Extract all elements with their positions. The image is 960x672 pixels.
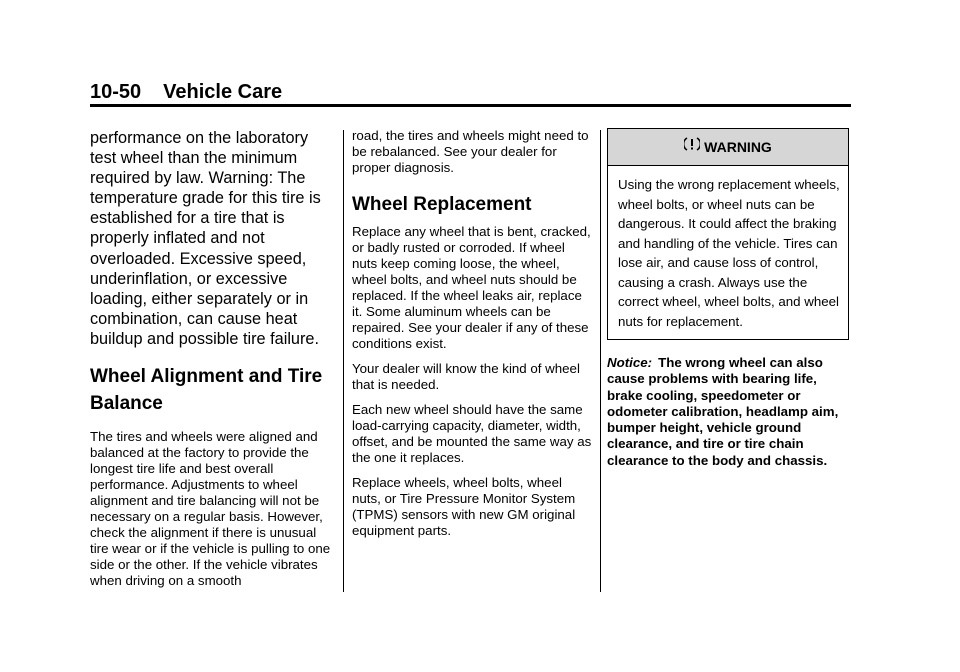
column-divider-left [343, 130, 344, 592]
warning-text: Using the wrong replacement wheels, wheel bolts, or wheel nuts can be dangerous. It could affect the braking and handling of the vehicle. Tires can lose air, and cause loss of control, causing a crash. Always use the correct wheel, wheel bolts, and wheel nuts for replacement. [618, 177, 840, 329]
section-name: Vehicle Care [163, 81, 283, 103]
warning-box [607, 128, 849, 340]
column-divider-right [600, 130, 601, 592]
notice-text: The wrong wheel can also cause problems with bearing life, brake cooling, speedometer or odometer calibration, headlamp aim, bumper height, vehicle ground clearance, and tire or tire chain clearance to the body and chassis. [607, 355, 839, 468]
column-left [90, 128, 335, 589]
column-middle [352, 128, 592, 539]
wheel-replacement-paragraph-3: Each new wheel should have the same load-carrying capacity, diameter, width, offset, and be mounted the same way as the one it replaces. [352, 402, 592, 465]
header-rule [90, 104, 851, 107]
warning-bracket-icon [684, 136, 700, 152]
tire-temperature-paragraph: performance on the laboratory test wheel than the minimum required by law. Warning: The temperature grade for this tire is established for a tire that is properly inflated and not overloaded. Excessive speed, underinflation, or excessive loading, either separately or in combination, can cause heat buildup and possible tire failure. [90, 129, 321, 348]
warning-header [608, 129, 848, 166]
wheel-replacement-paragraph-1: Replace any wheel that is bent, cracked, or badly rusted or corroded. If wheel nuts keep coming loose, the wheel, wheel bolts, and wheel nuts should be replaced. If the wheel leaks air, replace it. Some aluminum wheels can be repaired. See your dealer if any of these conditions exist. [352, 224, 591, 351]
rebalance-paragraph: road, the tires and wheels might need to be rebalanced. See your dealer for proper diagnosis. [352, 128, 589, 175]
column-right [607, 128, 851, 469]
wheel-replacement-paragraph-4: Replace wheels, wheel bolts, wheel nuts, or Tire Pressure Monitor System (TPMS) sensors with new GM original equipment parts. [352, 475, 576, 538]
section-title-wheel-replacement: Wheel Replacement [352, 194, 532, 215]
wheel-replacement-paragraph-2: Your dealer will know the kind of wheel that is needed. [352, 361, 580, 392]
page-header [90, 80, 282, 104]
notice-label: Notice: [607, 355, 653, 370]
section-title-wheel-alignment: Wheel Alignment and Tire Balance [90, 366, 323, 415]
warning-title: WARNING [704, 139, 772, 155]
notice-paragraph [607, 355, 851, 469]
wheel-alignment-paragraph: The tires and wheels were aligned and balanced at the factory to provide the longest tire life and best overall performance. Adjustments to wheel alignment and tire balancing will not be necessary on a regular basis. However, check the alignment if there is unusual tire wear or if the vehicle is pulling to one side or the other. If the vehicle vibrates when driving on a smooth [90, 429, 331, 589]
page-number: 10-50 [90, 81, 142, 103]
